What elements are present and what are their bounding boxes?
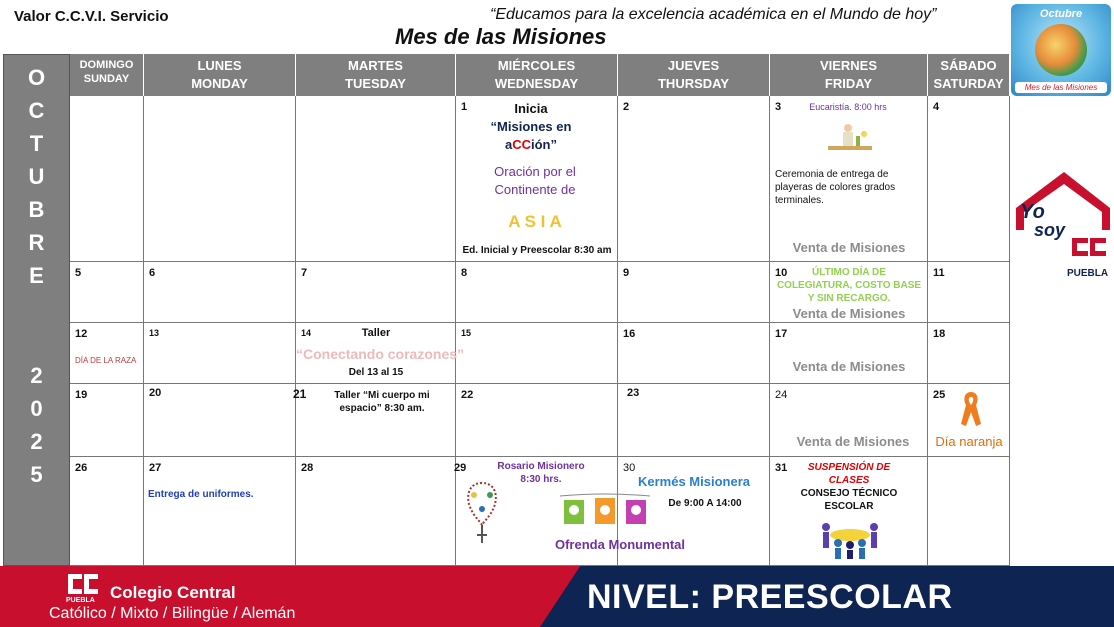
school-motto: “Educamos para la excelencia académica en el Mundo de hoy”	[490, 6, 937, 23]
day-number: 3	[775, 101, 782, 113]
footer-logo-label: PUEBLA	[66, 597, 95, 604]
day-number: 16	[623, 328, 636, 340]
day-cell	[770, 457, 928, 566]
valor-label: Valor C.C.V.I. Servicio	[14, 8, 169, 25]
event-rosario-hora: 8:30 hrs.	[520, 474, 562, 485]
day-cell	[618, 323, 770, 384]
side-letter: E	[29, 263, 44, 288]
calendar-grid	[70, 54, 1010, 566]
day-number: 4	[933, 101, 940, 113]
day-number: 22	[461, 389, 474, 401]
mission-month-badge	[1011, 4, 1111, 96]
day-cell	[70, 96, 144, 262]
day-number: 7	[301, 267, 308, 279]
nivel-label: NIVEL: PREESCOLAR	[587, 578, 953, 616]
yo-soy-cc-logo	[1012, 168, 1112, 280]
side-letter: O	[27, 65, 46, 90]
day-en: WEDNESDAY	[494, 76, 579, 91]
event-venta: Venta de Misiones	[792, 240, 906, 255]
event-inicia: Inicia	[514, 101, 548, 116]
rosary-icon	[462, 479, 502, 549]
day-number: 12	[75, 328, 88, 340]
day-header-friday	[770, 54, 928, 96]
day-en: SATURDAY	[933, 76, 1004, 91]
day-es: MIÉRCOLES	[497, 58, 576, 73]
day-cell	[618, 96, 770, 262]
day-es: VIERNES	[819, 58, 878, 73]
teachers-group-icon	[818, 517, 882, 559]
day-number: 31	[775, 462, 788, 474]
day-es: DOMINGO	[79, 59, 134, 71]
day-cell	[296, 96, 456, 262]
school-tagline: Católico / Mixto / Bilingüe / Alemán	[49, 605, 296, 622]
event-venta: Venta de Misiones	[792, 306, 906, 321]
day-cell	[144, 384, 296, 457]
day-en: SUNDAY	[83, 73, 130, 85]
day-number: 19	[75, 389, 88, 401]
day-en: MONDAY	[191, 76, 248, 91]
house-logo-icon	[1012, 168, 1112, 280]
event-ceremonia: Ceremonia de entrega de playeras de colores grados terminales.	[775, 169, 896, 206]
day-cell	[928, 262, 1010, 323]
event-consejo: CONSEJO TÉCNICO ESCOLAR	[800, 488, 898, 512]
accion-a: a	[504, 137, 513, 152]
side-letter: 2	[30, 363, 43, 388]
event-rosario: Rosario Misionero	[497, 461, 585, 472]
event-entrega-uniformes: Entrega de uniformes.	[148, 489, 254, 500]
event-conectando: “Conectando corazones”	[295, 346, 465, 362]
event-taller-cuerpo: Taller “Mi cuerpo mi espacio” 8:30 am.	[334, 390, 430, 414]
day-number: 27	[149, 462, 162, 474]
day-header-monday	[144, 54, 296, 96]
event-kermes: Kermés Misionera	[638, 474, 750, 489]
event-continente: Continente de	[494, 182, 576, 197]
event-dia-naranja: Día naranja	[935, 434, 1003, 449]
day-cell	[770, 262, 928, 323]
event-asia: A S I A	[508, 212, 562, 231]
event-venta: Venta de Misiones	[792, 359, 906, 374]
day-cell	[293, 384, 456, 457]
event-oracion: Oración por el	[494, 164, 576, 179]
day-es: SÁBADO	[940, 58, 997, 73]
day-number: 14	[301, 328, 312, 338]
day-number: 20	[149, 387, 162, 399]
day-number: 18	[933, 328, 946, 340]
day-header-tuesday	[296, 54, 456, 96]
day-cell	[144, 262, 296, 323]
day-header-saturday	[928, 54, 1010, 96]
day-cell	[928, 96, 1010, 262]
day-es: MARTES	[348, 58, 403, 73]
orange-ribbon-icon	[960, 390, 982, 428]
day-cell	[70, 323, 144, 384]
day-number: 23	[627, 387, 640, 399]
side-letter: 5	[30, 462, 43, 487]
day-cell	[144, 457, 296, 566]
day-cell	[770, 96, 928, 262]
day-number: 21	[293, 387, 307, 401]
day-header-sunday	[70, 54, 144, 96]
day-number: 10	[775, 267, 788, 279]
day-number: 25	[933, 389, 946, 401]
day-number: 11	[933, 267, 945, 279]
day-cell	[296, 262, 456, 323]
event-kermes-hora: De 9:00 A 14:00	[668, 498, 742, 509]
event-ultimo-dia: ÚLTIMO DÍA DE COLEGIATURA, COSTO BASE Y SIN RECARGO.	[776, 267, 922, 304]
day-cell	[296, 457, 456, 566]
month-title: Mes de las Misiones	[395, 24, 607, 49]
day-number: 1	[461, 101, 468, 113]
event-ed-inicial: Ed. Inicial y Preescolar 8:30 am	[462, 245, 612, 256]
day-number: 6	[149, 267, 156, 279]
day-cell	[928, 323, 1010, 384]
event-ofrenda: Ofrenda Monumental	[554, 537, 685, 552]
day-cell	[70, 384, 144, 457]
day-number: 30	[623, 462, 636, 474]
day-number: 24	[775, 389, 788, 401]
day-cell	[770, 323, 928, 384]
day-es: LUNES	[197, 58, 242, 73]
day-number: 28	[301, 462, 314, 474]
yo-text: Yo	[1020, 201, 1045, 223]
side-letter: R	[28, 230, 45, 255]
day-number: 13	[149, 328, 160, 338]
day-cell	[770, 384, 928, 457]
puebla-text: PUEBLA	[1067, 268, 1109, 279]
day-cell	[456, 96, 618, 262]
day-number: 15	[461, 328, 472, 338]
day-cell	[144, 96, 296, 262]
school-name: Colegio Central	[110, 583, 236, 602]
day-number: 8	[461, 267, 468, 279]
event-venta: Venta de Misiones	[796, 434, 910, 449]
day-number: 9	[623, 267, 630, 279]
side-letter: U	[28, 164, 45, 189]
event-accion	[456, 137, 606, 152]
day-cell	[456, 262, 618, 323]
month-year-sidebar	[3, 54, 70, 566]
side-letter: C	[28, 98, 45, 123]
day-cell	[928, 457, 1010, 566]
event-dia-raza: DÍA DE LA RAZA	[75, 356, 137, 365]
event-del-13: Del 13 al 15	[348, 367, 404, 378]
side-letter: 2	[30, 429, 43, 454]
event-eucaristia: Eucaristía. 8:00 hrs	[809, 102, 887, 112]
day-cell	[618, 262, 770, 323]
event-taller: Taller	[361, 327, 391, 339]
accion-cc: CC	[512, 137, 531, 152]
day-cell	[456, 384, 618, 457]
day-en: FRIDAY	[824, 76, 873, 91]
day-number: 5	[75, 267, 82, 279]
soy-text: soy	[1034, 220, 1066, 240]
day-cell	[70, 457, 144, 566]
day-en: THURSDAY	[657, 76, 730, 91]
accion-rest: ión”	[531, 137, 557, 152]
day-header-thursday	[618, 54, 770, 96]
side-letter: B	[28, 197, 45, 222]
event-suspension: SUSPENSIÓN DE CLASES	[807, 462, 891, 486]
event-misiones: “Misiones en	[490, 119, 572, 134]
globe-icon	[1035, 24, 1087, 76]
day-number: 2	[623, 101, 630, 113]
day-cell	[618, 384, 770, 457]
day-cell	[70, 262, 144, 323]
day-number: 29	[454, 462, 467, 474]
papel-picado-icon	[560, 492, 650, 528]
day-en: TUESDAY	[345, 76, 406, 91]
badge-top-text: Octubre	[1039, 8, 1083, 20]
eucharist-icon	[826, 122, 874, 154]
side-letter: 0	[30, 396, 43, 421]
day-es: JUEVES	[667, 58, 720, 73]
day-number: 26	[75, 462, 88, 474]
side-letter: T	[29, 131, 44, 156]
day-cell	[928, 384, 1010, 457]
day-header-wednesday	[456, 54, 618, 96]
badge-bottom-text: Mes de las Misiones	[1015, 82, 1107, 93]
day-number: 17	[775, 328, 788, 340]
